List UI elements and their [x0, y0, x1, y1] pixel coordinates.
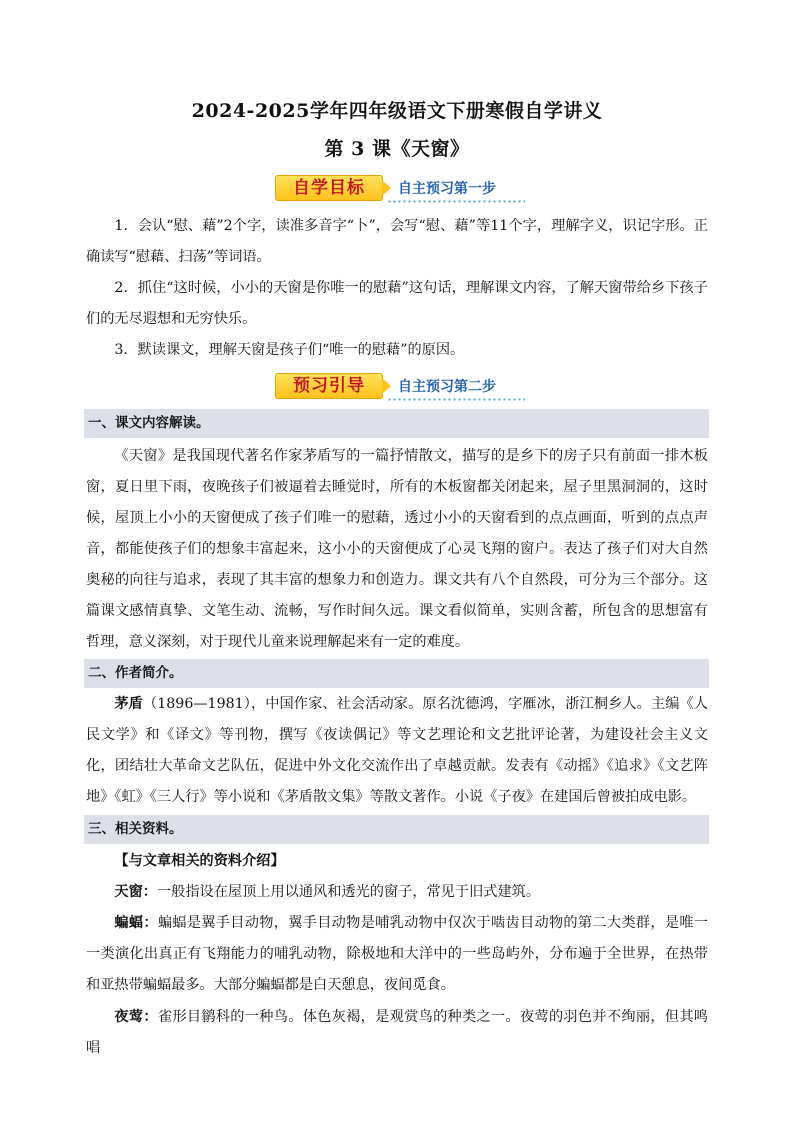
section-heading-author: 二、作者简介。 — [84, 659, 709, 688]
material-term: 蝙蝠： — [114, 915, 158, 931]
document-title: 2024-2025学年四年级语文下册寒假自学讲义 — [191, 100, 603, 122]
dotted-underline — [387, 200, 525, 203]
material-item — [86, 1002, 708, 1064]
material-text: 一般指设在屋顶上用以通风和透光的窗子，常见于旧式建筑。 — [156, 884, 541, 900]
goal-item-3: 3．默读课文，理解天窗是孩子们“唯一的慰藉”的原因。 — [114, 342, 465, 358]
goal-item-2: 2．抓住“这时候，小小的天窗是你唯一的慰藉”这句话，理解课文内容，了解天窗带给乡下孩子们的无尽遐想和无穷快乐。 — [86, 280, 708, 327]
material-item — [86, 908, 708, 1001]
author-bio: （1896—1981），中国作家、社会活动家。原名沈德鸿，字雁冰，浙江桐乡人。主编《人民文学》和《译文》等刊物，撰写《夜读偶记》等文艺理论和文艺批评论著，为建设社会主义文化，团结壮大革命文艺队伍，促进中外文化交流作出了卓越贡献。发表有《动摇》《追求》《文艺阵地》《虹》《三人行》等小说和《茅盾散文集》等散文著作。小说《子夜》在建国后曾被拍成电影。 — [86, 696, 708, 805]
section-heading-content: 一、课文内容解读。 — [84, 409, 709, 438]
section-body-author — [86, 689, 708, 813]
banner-tag: 自学目标 — [275, 175, 383, 201]
materials-subheading: 【与文章相关的资料介绍】 — [114, 853, 285, 869]
banner-tag: 预习引导 — [275, 373, 383, 399]
material-text: 雀形目鹟科的一种鸟。体色灰褐，是观赏鸟的种类之一。夜莺的羽色并不绚丽，但其鸣唱 — [86, 1009, 708, 1056]
material-term: 天窗： — [114, 884, 157, 900]
section-body-content: 《天窗》是我国现代著名作家茅盾写的一篇抒情散文，描写的是乡下的房子只有前面一排木板窗，夏日里下雨，夜晚孩子们被逼着去睡觉时，所有的木板窗都关闭起来，屋子里黑洞洞的，这时候，屋顶上小小的天窗便成了孩子们唯一的慰藉，透过小小的天窗看到的点点画面，听到的点点声音，都能使孩子们的想象丰富起来，这小小的天窗便成了心灵飞翔的窗户。表达了孩子们对大自然奥秘的向往与追求，表现了其丰富的想象力和创造力。课文共有八个自然段，可分为三个部分。这篇课文感情真挚、文笔生动、流畅，写作时间久远。课文看似简单，实则含蓄，所包含的思想富有哲理，意义深刻，对于现代儿童来说理解起来有一定的难度。 — [86, 448, 708, 650]
banner-subtitle: 自主预习第二步 — [398, 379, 496, 395]
banner-self-study-goal — [275, 175, 525, 201]
banner-subtitle: 自主预习第一步 — [398, 181, 496, 197]
material-item — [86, 877, 708, 908]
banner-preview-guide — [275, 373, 525, 399]
dotted-underline — [387, 398, 525, 401]
lesson-title: 第 3 课《天窗》 — [324, 138, 470, 160]
author-name: 茅盾 — [114, 696, 143, 712]
material-text: 蝙蝠是翼手目动物，翼手目动物是哺乳动物中仅次于啮齿目动物的第二大类群，是唯一一类演化出真正有飞翔能力的哺乳动物，除极地和大洋中的一些岛屿外，分布遍于全世界，在热带和亚热带蝙蝠最多。大部分蝙蝠都是白天憩息，夜间觅食。 — [86, 915, 708, 993]
section-heading-materials: 三、相关资料。 — [84, 815, 709, 844]
material-term: 夜莺： — [114, 1009, 158, 1025]
goal-item-1: 1．会认“慰、藉”2个字，读准多音字“卜”，会写“慰、藉”等11个字，理解字义，识记字形。正确读写“慰藉、扫荡”等词语。 — [86, 218, 708, 265]
